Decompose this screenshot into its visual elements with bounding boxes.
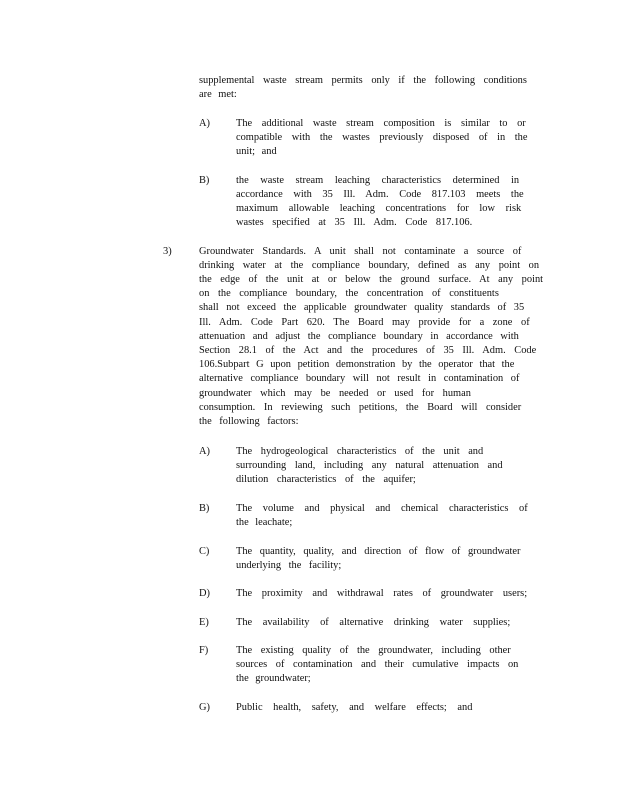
factor-d-label: D) (199, 588, 210, 599)
section-3-line-1: Groundwater Standards. A unit shall not contaminate a source of (199, 246, 522, 257)
factor-c-line-2: underlying the facility; (236, 560, 342, 571)
section-3-line-7: attenuation and adjust the compliance boundary in accordance with (199, 331, 519, 342)
factor-e-label: E) (199, 617, 209, 628)
condition-a-line-2: compatible with the wastes previously disposed of in the (236, 132, 528, 143)
factor-b-line-1: The volume and physical and chemical characteristics of (236, 503, 528, 514)
factor-b-label: B) (199, 503, 210, 514)
section-3-line-2: drinking water at the compliance boundary, defined as any point on (199, 260, 540, 271)
intro-line-1: supplemental waste stream permits only if the following conditions (199, 75, 527, 86)
factor-c-line-1: The quantity, quality, and direction of flow of groundwater (236, 546, 521, 557)
factor-f-line-2: sources of contamination and their cumulative impacts on (236, 659, 519, 670)
factor-c-label: C) (199, 546, 210, 557)
section-3-line-5: shall not exceed the applicable groundwater quality standards of 35 (199, 302, 525, 313)
factor-a-label: A) (199, 446, 210, 457)
section-3-line-3: the edge of the unit at or below the ground surface. At any point (199, 274, 544, 285)
condition-a-label: A) (199, 118, 210, 129)
factor-d-line-1: The proximity and withdrawal rates of groundwater users; (236, 588, 528, 599)
section-3-line-6: Ill. Adm. Code Part 620. The Board may provide for a zone of (199, 317, 530, 328)
section-3-line-10: alternative compliance boundary will not result in contamination of (199, 373, 520, 384)
factor-a-line-3: dilution characteristics of the aquifer; (236, 474, 416, 485)
factor-e-line-1: The availability of alternative drinking water supplies; (236, 617, 511, 628)
factor-f-line-1: The existing quality of the groundwater, including other (236, 645, 511, 656)
section-3-number: 3) (163, 246, 172, 257)
section-3-line-8: Section 28.1 of the Act and the procedures of 35 Ill. Adm. Code (199, 345, 537, 356)
factor-a-line-1: The hydrogeological characteristics of the unit and (236, 446, 484, 457)
condition-a-line-1: The additional waste stream composition is similar to or (236, 118, 526, 129)
condition-b-label: B) (199, 175, 210, 186)
section-3-line-9: 106.Subpart G upon petition demonstration by the operator that the (199, 359, 515, 370)
condition-b-line-1: the waste stream leaching characteristics determined in (236, 175, 520, 186)
factor-f-line-3: the groundwater; (236, 673, 311, 684)
factor-a-line-2: surrounding land, including any natural attenuation and (236, 460, 503, 471)
factor-g-label: G) (199, 702, 210, 713)
intro-line-2: are met: (199, 89, 237, 100)
condition-b-line-3: maximum allowable leaching concentrations for low risk (236, 203, 522, 214)
factor-b-line-2: the leachate; (236, 517, 293, 528)
section-3-line-4: on the compliance boundary, the concentration of constituents (199, 288, 499, 299)
section-3-line-11: groundwater which may be needed or used for human (199, 388, 471, 399)
condition-b-line-4: wastes specified at 35 Ill. Adm. Code 817.106. (236, 217, 473, 228)
condition-a-line-3: unit; and (236, 146, 277, 157)
condition-b-line-2: accordance with 35 Ill. Adm. Code 817.103 meets the (236, 189, 524, 200)
section-3-line-12: consumption. In reviewing such petitions, the Board will consider (199, 402, 522, 413)
factor-f-label: F) (199, 645, 209, 656)
section-3-line-13: the following factors: (199, 416, 299, 427)
factor-g-line-1: Public health, safety, and welfare effects; and (236, 702, 473, 713)
